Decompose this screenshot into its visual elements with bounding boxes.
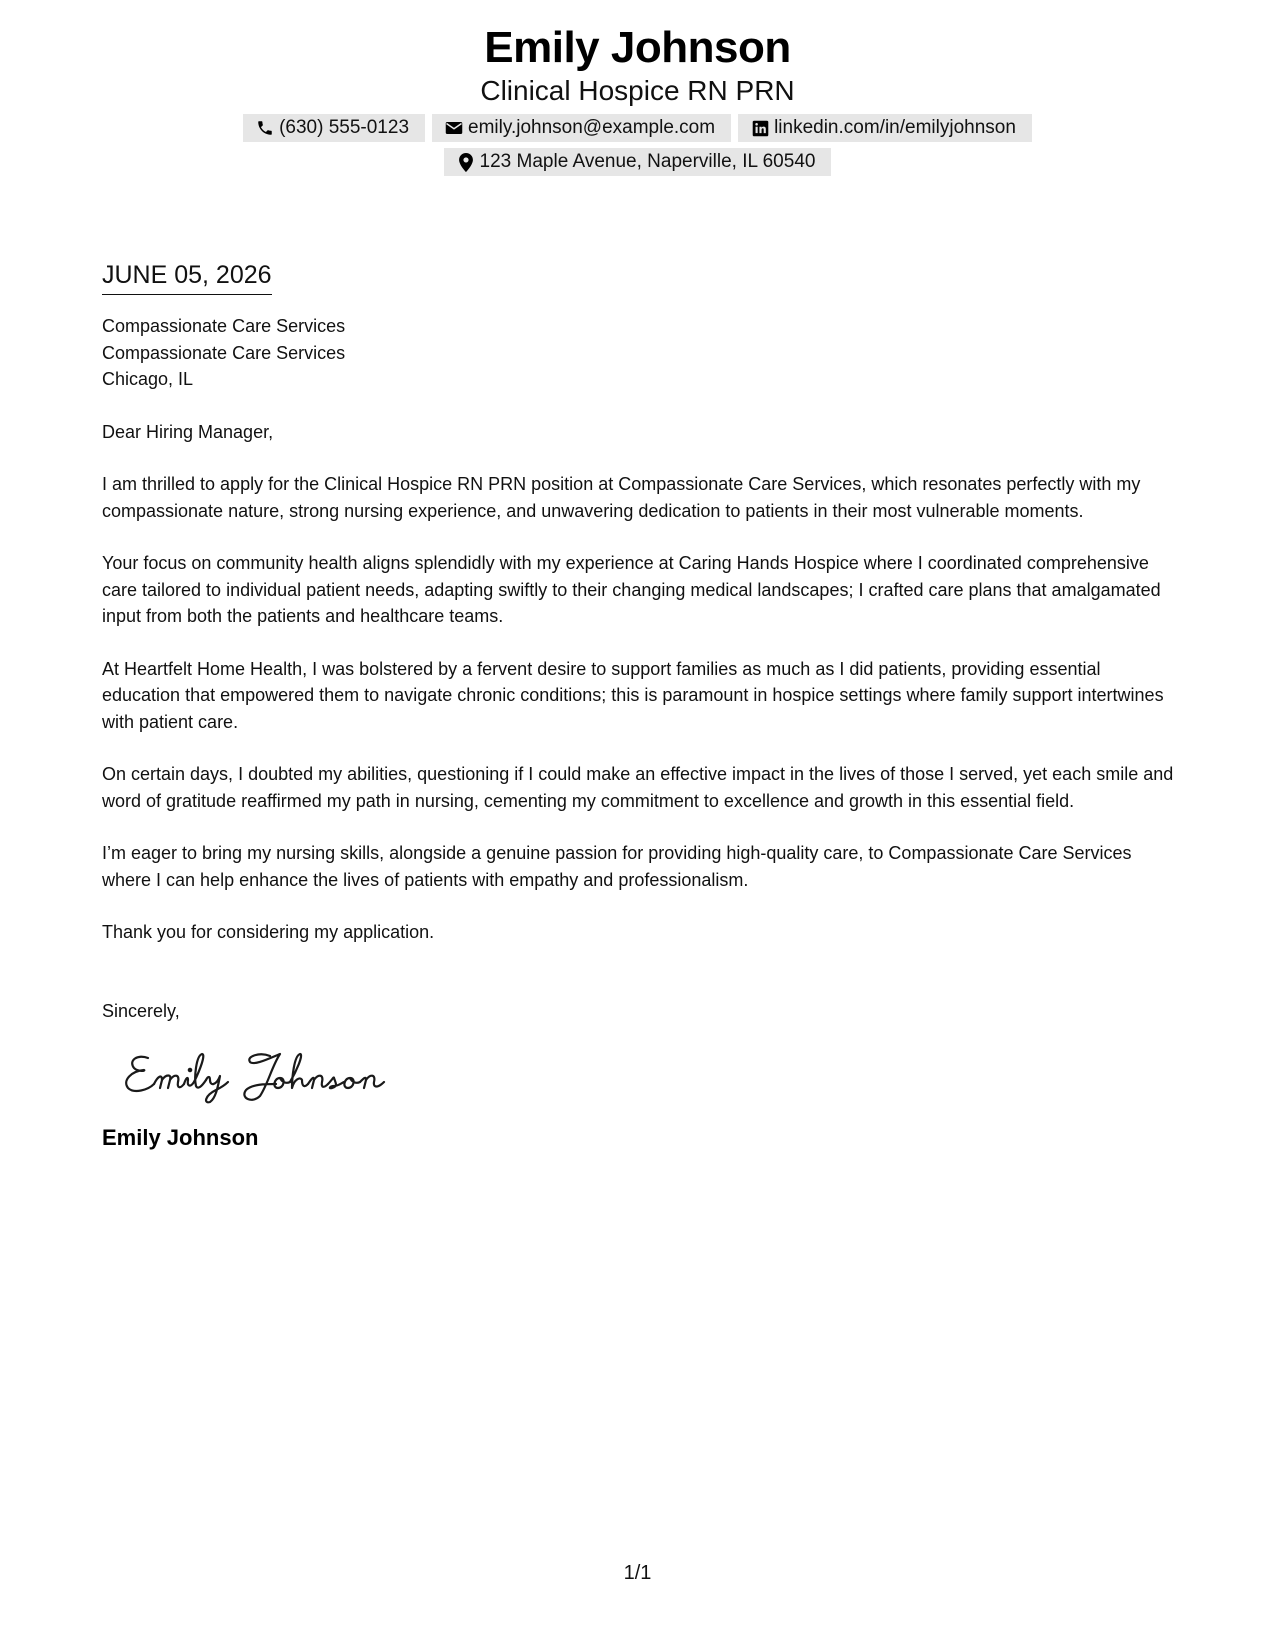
contact-phone	[243, 114, 425, 142]
recipient-line: Compassionate Care Services	[102, 316, 346, 336]
body-paragraph: At Heartfelt Home Health, I was bolstered by a fervent desire to support families as much as I did patients, providing essential education that empowered them to navigate chronic conditions; this is paramount in hospice settings where family support intertwines with patient care.	[102, 658, 1164, 732]
page-number: 1/1	[623, 1562, 652, 1584]
letter-body	[102, 258, 1182, 1152]
email-text: emily.johnson@example.com	[468, 117, 716, 138]
linkedin-icon	[750, 118, 770, 138]
recipient-block	[102, 313, 1182, 393]
applicant-name: Emily Johnson	[484, 23, 791, 72]
body-paragraph: On certain days, I doubted my abilities, questioning if I could make an effective impact in the lives of those I served, yet each smile and word of gratitude reaffirmed my path in nursing, cementing my commitment to excellence and growth in this essential field.	[102, 764, 1174, 811]
phone-text: (630) 555-0123	[279, 117, 410, 138]
closing: Sincerely,	[102, 1000, 180, 1021]
phone-icon	[255, 118, 275, 138]
signer-name: Emily Johnson	[102, 1125, 259, 1150]
recipient-line: Compassionate Care Services	[102, 342, 346, 363]
contact-email	[432, 114, 731, 142]
address-text: 123 Maple Avenue, Naperville, IL 60540	[479, 151, 816, 172]
contact-row	[0, 114, 1275, 142]
body-paragraph: I am thrilled to apply for the Clinical Hospice RN PRN position at Compassionate Care Services, which resonates perfectly with my compassionate nature, strong nursing experience, and unwavering dedication to patients in their most vulnerable moments.	[102, 474, 1141, 521]
letter-date: JUNE 05, 2026	[102, 258, 272, 295]
map-pin-icon	[456, 152, 476, 172]
contact-address	[444, 148, 832, 176]
contact-linkedin	[738, 114, 1032, 142]
letter-header	[0, 22, 1275, 176]
body-paragraph: Thank you for considering my application.	[102, 922, 435, 942]
linkedin-text: linkedin.com/in/emilyjohnson	[774, 117, 1016, 138]
handwritten-signature	[120, 1044, 440, 1104]
recipient-line: Chicago, IL	[102, 369, 194, 389]
salutation: Dear Hiring Manager,	[102, 421, 274, 442]
contact-row-2	[0, 148, 1275, 176]
body-paragraph: I’m eager to bring my nursing skills, alongside a genuine passion for providing high-quality care, to Compassionate Care Services where I can help enhance the lives of patients with empathy and professionalism.	[102, 843, 1132, 890]
job-title: Clinical Hospice RN PRN	[480, 75, 795, 106]
body-paragraph: Your focus on community health aligns splendidly with my experience at Caring Hands Hospice where I coordinated comprehensive care tailored to individual patient needs, adapting swiftly to their changing medical landscapes; I crafted care plans that amalgamated input from both the patients and healthcare teams.	[102, 553, 1161, 626]
envelope-icon	[444, 118, 464, 138]
